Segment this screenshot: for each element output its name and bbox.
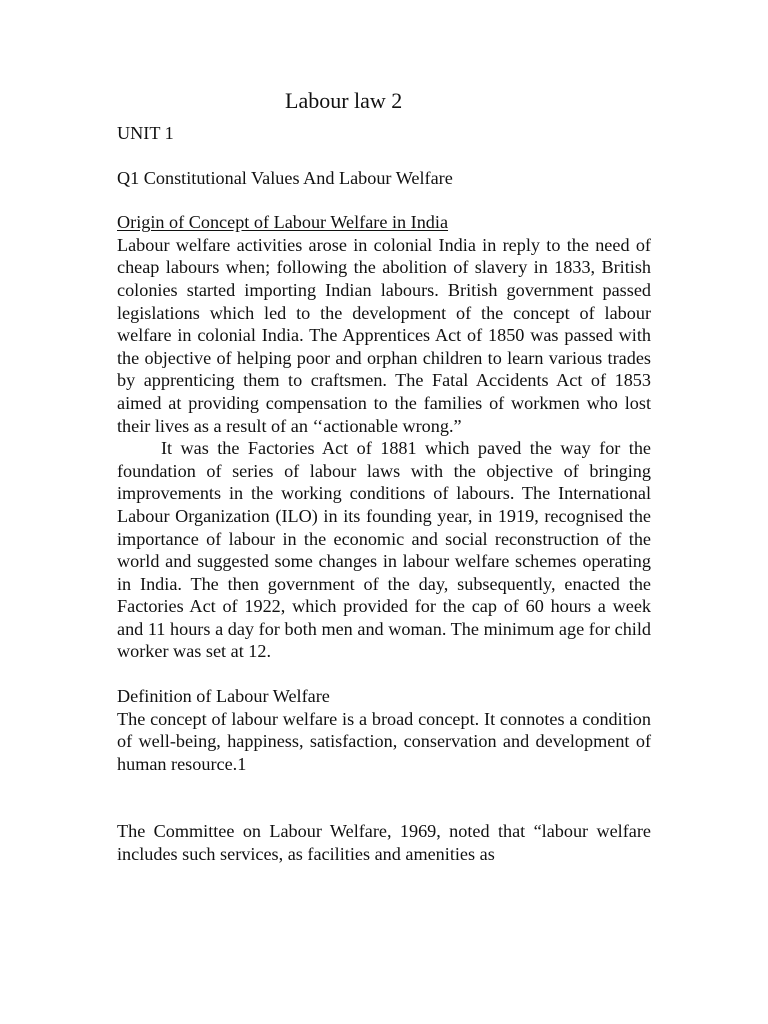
section-heading-definition: Definition of Labour Welfare: [117, 686, 330, 707]
paragraph-factories-act: It was the Factories Act of 1881 which paved the way for the foundation of series of labour laws with the objective of bringing improvements in the working conditions of labours. The International Labour Organization (ILO) in its founding year, in 1919, recognised the importance of labour in the economic and social reconstruction of the world and suggested some changes in labour welfare schemes operating in India. The then government of the day, subsequently, enacted the Factories Act of 1922, which provided for the cap of 60 hours a week and 11 hours a day for both men and woman. The minimum age for child worker was set at 12.: [117, 438, 651, 662]
paragraph-definition: The concept of labour welfare is a broad concept. It connotes a condition of well-being, happiness, satisfaction, conservation and development of human resource.1: [117, 708, 651, 774]
section-heading-origin: Origin of Concept of Labour Welfare in India: [117, 212, 449, 233]
paragraph-committee: The Committee on Labour Welfare, 1969, noted that “labour welfare includes such services, as facilities and amenities as: [117, 821, 651, 865]
document-title: Labour law 2: [285, 88, 403, 113]
paragraph-origin-history: Labour welfare activities arose in colonial India in reply to the need of cheap labours when; following the abolition of slavery in 1833, British colonies started importing Indian labours. British government passed legislations which led to the development of the concept of labour welfare in colonial India. The Apprentices Act of 1850 was passed with the objective of helping poor and orphan children to learn various trades by apprenticing them to craftsmen. The Fatal Accidents Act of 1853 aimed at providing compensation to the families of workmen who lost their lives as a result of an ‘‘actionable wrong.”: [117, 234, 651, 436]
question-heading: Q1 Constitutional Values And Labour Welfare: [117, 167, 453, 188]
document-body: [117, 86, 651, 866]
unit-label: UNIT 1: [117, 123, 174, 143]
